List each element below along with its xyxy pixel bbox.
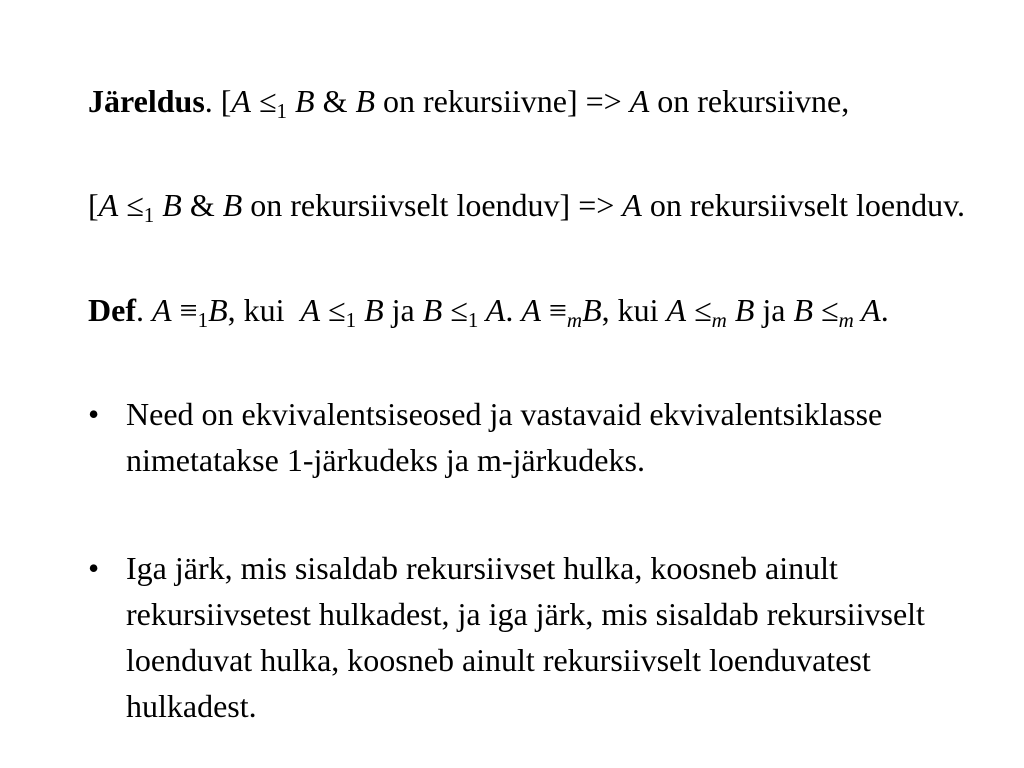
math-var: A bbox=[478, 292, 506, 328]
math-var: A bbox=[666, 292, 687, 328]
math-relation: ≤ bbox=[118, 187, 144, 223]
math-relation: ≡ bbox=[540, 292, 567, 328]
math-relation: ≤ bbox=[250, 83, 277, 119]
bullet-item-degrees bbox=[88, 545, 986, 729]
math-subscript: 1 bbox=[143, 203, 155, 227]
text-fragment: on rekursiivselt loenduv. bbox=[641, 187, 966, 223]
text-fragment: . bbox=[135, 292, 152, 328]
math-var: B bbox=[422, 292, 443, 328]
math-relation: ≤ bbox=[320, 292, 346, 328]
definition-paragraph bbox=[88, 287, 986, 333]
math-subscript: 1 bbox=[197, 308, 209, 332]
text-fragment: & bbox=[314, 83, 356, 119]
corollary-heading: Järeldus bbox=[88, 83, 205, 119]
math-var: B bbox=[726, 292, 755, 328]
text-fragment: & bbox=[181, 187, 223, 223]
text-fragment: . [ bbox=[204, 83, 232, 119]
text-fragment: . bbox=[880, 292, 889, 328]
text-fragment: [ bbox=[88, 187, 99, 223]
text-fragment: on rekursiivne, bbox=[649, 83, 850, 119]
corollary-paragraph-2 bbox=[88, 182, 986, 228]
text-fragment: on rekursiivne] => bbox=[375, 83, 630, 119]
math-var: A bbox=[622, 187, 642, 223]
math-var: B bbox=[154, 187, 182, 223]
math-subscript: m bbox=[838, 308, 854, 332]
math-subscript: m bbox=[566, 308, 583, 332]
math-relation: ≤ bbox=[686, 292, 712, 328]
math-subscript: 1 bbox=[345, 308, 357, 332]
math-var: B bbox=[582, 292, 602, 328]
math-subscript: 1 bbox=[276, 99, 288, 123]
math-var: B bbox=[356, 292, 384, 328]
math-var: A bbox=[231, 83, 251, 119]
math-var: B bbox=[355, 83, 376, 119]
math-var: A bbox=[853, 292, 881, 328]
math-var: A bbox=[151, 292, 172, 328]
math-var: B bbox=[208, 292, 228, 328]
text-fragment: on rekursiivselt loenduv] => bbox=[242, 187, 623, 223]
bullet-icon: • bbox=[88, 396, 100, 432]
math-var: B bbox=[793, 292, 813, 328]
math-var: A bbox=[300, 292, 321, 328]
math-subscript: m bbox=[711, 308, 727, 332]
math-var: A bbox=[521, 292, 541, 328]
math-var: A bbox=[629, 83, 650, 119]
text-fragment: , kui bbox=[601, 292, 667, 328]
bullet-icon: • bbox=[88, 550, 100, 586]
math-relation: ≤ bbox=[813, 292, 839, 328]
math-var: B bbox=[222, 187, 243, 223]
bullet-item-equivalence bbox=[88, 391, 986, 483]
corollary-paragraph bbox=[88, 78, 986, 124]
bullet-text: Iga järk, mis sisaldab rekursiivset hulka, koosneb ainult rekursiivsetest hulkadest, ja iga järk, mis sisaldab rekursiivselt loenduvat hulka, koosneb ainult rekursiivselt loenduvatest hulkadest. bbox=[126, 550, 925, 724]
math-subscript: 1 bbox=[467, 308, 479, 332]
text-fragment: , kui bbox=[227, 292, 301, 328]
definition-heading: Def bbox=[88, 292, 136, 328]
text-fragment: ja bbox=[754, 292, 794, 328]
bullet-text: Need on ekvivalentsiseosed ja vastavaid ekvivalentsiklasse nimetatakse 1-järkudeks ja m-järkudeks. bbox=[126, 396, 883, 478]
math-var: B bbox=[287, 83, 315, 119]
text-fragment: ja bbox=[383, 292, 423, 328]
math-relation: ≤ bbox=[442, 292, 468, 328]
math-relation: ≡ bbox=[171, 292, 198, 328]
math-var: A bbox=[98, 187, 119, 223]
text-fragment: . bbox=[505, 292, 522, 328]
